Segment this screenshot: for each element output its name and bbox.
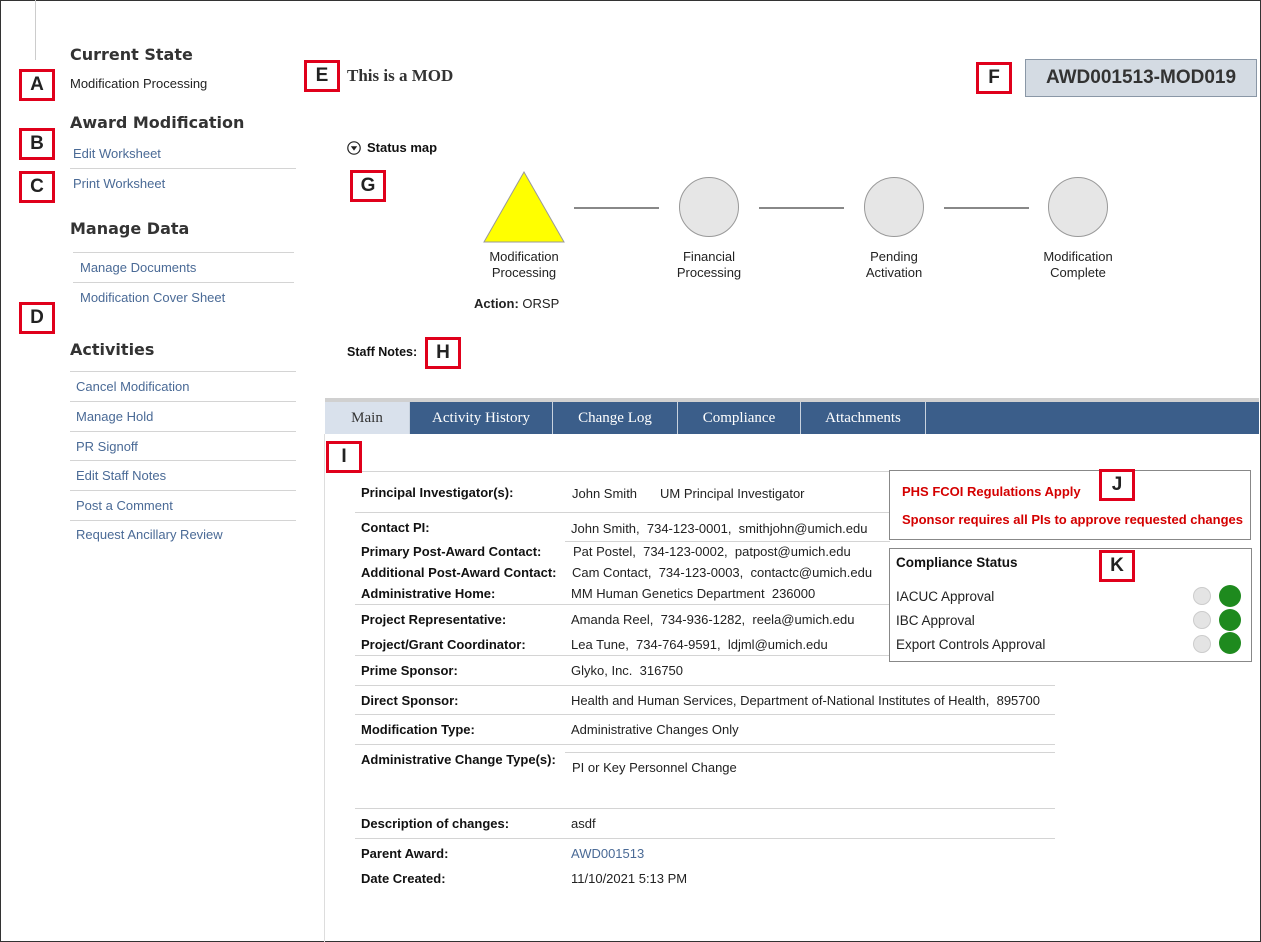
manage-hold-link[interactable] — [70, 401, 296, 431]
pr-signoff-link[interactable] — [70, 431, 296, 461]
notices-box — [889, 470, 1251, 540]
status-approved-icon — [1219, 632, 1241, 654]
callout-j: J — [1099, 469, 1135, 501]
callout-d: D — [19, 302, 55, 334]
status-map-label: Status map — [367, 140, 438, 155]
export-controls-approval-label: Export Controls Approval — [896, 637, 1046, 652]
contact-pi-value: John Smith, 734-123-0001, smithjohn@umich.edu — [571, 521, 868, 536]
tab-activity-history[interactable]: Activity History — [410, 402, 553, 434]
manage-documents-label: Manage Documents — [80, 259, 197, 275]
tab-main[interactable]: Main — [325, 402, 410, 434]
callout-k: K — [1099, 550, 1135, 582]
date-created-label: Date Created: — [361, 871, 446, 886]
award-modification-heading: Award Modification — [70, 113, 245, 132]
callout-a: A — [19, 69, 55, 101]
cover-sheet-link[interactable] — [70, 282, 296, 312]
activity-label: Manage Hold — [76, 408, 154, 424]
current-stage-triangle-icon — [482, 170, 566, 244]
row-divider — [355, 838, 1055, 839]
page-title: This is a MOD — [347, 66, 454, 85]
pi-role: UM Principal Investigator — [660, 486, 805, 501]
current-state-value: Modification Processing — [70, 76, 208, 91]
administrative-home-label: Administrative Home: — [361, 586, 496, 601]
stage-action — [474, 296, 559, 311]
callout-h: H — [425, 337, 461, 369]
activity-label: Request Ancillary Review — [76, 526, 223, 542]
row-divider — [355, 685, 1055, 686]
current-state-heading: Current State — [70, 45, 193, 64]
action-value: ORSP — [522, 296, 560, 311]
project-coordinator-label: Project/Grant Coordinator: — [361, 637, 526, 652]
status-map-toggle[interactable] — [347, 140, 437, 155]
status-off-icon — [1193, 611, 1211, 629]
tab-change-log[interactable]: Change Log — [553, 402, 678, 434]
primary-post-award-contact-label: Primary Post-Award Contact: — [361, 544, 542, 559]
prime-sponsor-value: Glyko, Inc. 316750 — [571, 663, 684, 678]
administrative-home-value: MM Human Genetics Department 236000 — [571, 586, 816, 601]
status-approved-icon — [1219, 609, 1241, 631]
additional-post-award-contact-value: Cam Contact, 734-123-0003, contactc@umich.edu — [572, 565, 873, 580]
pi-name: John Smith — [572, 486, 638, 501]
description-label: Description of changes: — [361, 816, 510, 831]
prime-sponsor-label: Prime Sponsor: — [361, 663, 458, 678]
stage-label-pending-activation: Pending Activation — [865, 249, 923, 280]
contact-pi-label: Contact PI: — [361, 520, 430, 535]
status-off-icon — [1193, 587, 1211, 605]
modification-type-label: Modification Type: — [361, 722, 475, 737]
stage-label-financial-processing: Financial Processing — [676, 249, 742, 280]
stage-label-modification-complete: Modification Complete — [1043, 249, 1113, 280]
compliance-status-title: Compliance Status — [896, 555, 1018, 570]
change-type-label: Administrative Change Type(s): — [361, 752, 556, 767]
status-approved-icon — [1219, 585, 1241, 607]
stage-circle-pending — [864, 177, 924, 237]
sponsor-approval-notice: Sponsor requires all PIs to approve requested changes — [902, 512, 1243, 527]
manage-documents-link[interactable] — [70, 252, 296, 282]
status-connector — [944, 207, 1029, 209]
left-guide-line — [35, 0, 36, 60]
date-created-value: 11/10/2021 5:13 PM — [571, 871, 688, 886]
cover-sheet-label: Modification Cover Sheet — [80, 289, 226, 305]
tab-compliance[interactable]: Compliance — [678, 402, 801, 434]
callout-b: B — [19, 128, 55, 160]
request-ancillary-review-link[interactable] — [70, 519, 296, 549]
parent-award-link[interactable]: AWD001513 — [571, 846, 645, 861]
row-divider — [355, 808, 1055, 809]
additional-post-award-contact-label: Additional Post-Award Contact: — [361, 565, 557, 580]
row-divider — [565, 541, 890, 542]
callout-f: F — [976, 62, 1012, 94]
project-representative-label: Project Representative: — [361, 612, 507, 627]
fcoi-notice: PHS FCOI Regulations Apply — [902, 484, 1081, 499]
print-worksheet-link[interactable] — [70, 168, 296, 198]
stage-circle-financial — [679, 177, 739, 237]
status-connector — [759, 207, 844, 209]
stage-label-modification-processing: Modification Processing — [489, 249, 559, 280]
direct-sponsor-label: Direct Sponsor: — [361, 693, 459, 708]
print-worksheet-label: Print Worksheet — [73, 175, 166, 191]
direct-sponsor-value: Health and Human Services, Department of-National Institutes of Health, 895700 — [571, 693, 1040, 708]
collapse-toggle-icon — [347, 141, 361, 155]
callout-c: C — [19, 171, 55, 203]
callout-e: E — [304, 60, 340, 92]
row-divider — [565, 752, 1055, 753]
parent-award-label: Parent Award: — [361, 846, 449, 861]
iacuc-approval-label: IACUC Approval — [896, 589, 995, 604]
ibc-approval-label: IBC Approval — [896, 613, 975, 628]
row-divider — [355, 744, 1055, 745]
post-comment-link[interactable] — [70, 490, 296, 520]
primary-post-award-contact-value: Pat Postel, 734-123-0002, patpost@umich.edu — [573, 544, 851, 559]
action-label: Action: — [474, 296, 519, 311]
stage-circle-complete — [1048, 177, 1108, 237]
activity-label: PR Signoff — [76, 438, 138, 454]
staff-notes-label: Staff Notes: — [347, 345, 418, 359]
tab-attachments[interactable]: Attachments — [801, 402, 926, 434]
status-off-icon — [1193, 635, 1211, 653]
description-value: asdf — [571, 816, 596, 831]
row-divider — [355, 714, 1055, 715]
project-representative-value: Amanda Reel, 734-936-1282, reela@umich.edu — [571, 612, 855, 627]
status-connector — [574, 207, 659, 209]
edit-worksheet-link[interactable] — [70, 138, 296, 168]
activity-label: Edit Staff Notes — [76, 467, 167, 483]
modification-type-value: Administrative Changes Only — [571, 722, 739, 737]
tab-bar — [325, 402, 1259, 434]
project-coordinator-value: Lea Tune, 734-764-9591, ldjml@umich.edu — [571, 637, 828, 652]
edit-staff-notes-link[interactable] — [70, 460, 296, 490]
pi-label: Principal Investigator(s): — [361, 485, 514, 500]
change-type-value: PI or Key Personnel Change — [572, 760, 737, 775]
edit-worksheet-label: Edit Worksheet — [73, 145, 161, 161]
award-id-badge: AWD001513-MOD019 — [1025, 59, 1257, 97]
content-left-border — [324, 434, 325, 942]
callout-i: I — [326, 441, 362, 473]
activities-heading: Activities — [70, 340, 155, 359]
activity-label: Cancel Modification — [76, 378, 190, 394]
cancel-modification-link[interactable] — [70, 371, 296, 401]
activity-label: Post a Comment — [76, 497, 173, 513]
manage-data-heading: Manage Data — [70, 219, 190, 238]
callout-g: G — [350, 170, 386, 202]
